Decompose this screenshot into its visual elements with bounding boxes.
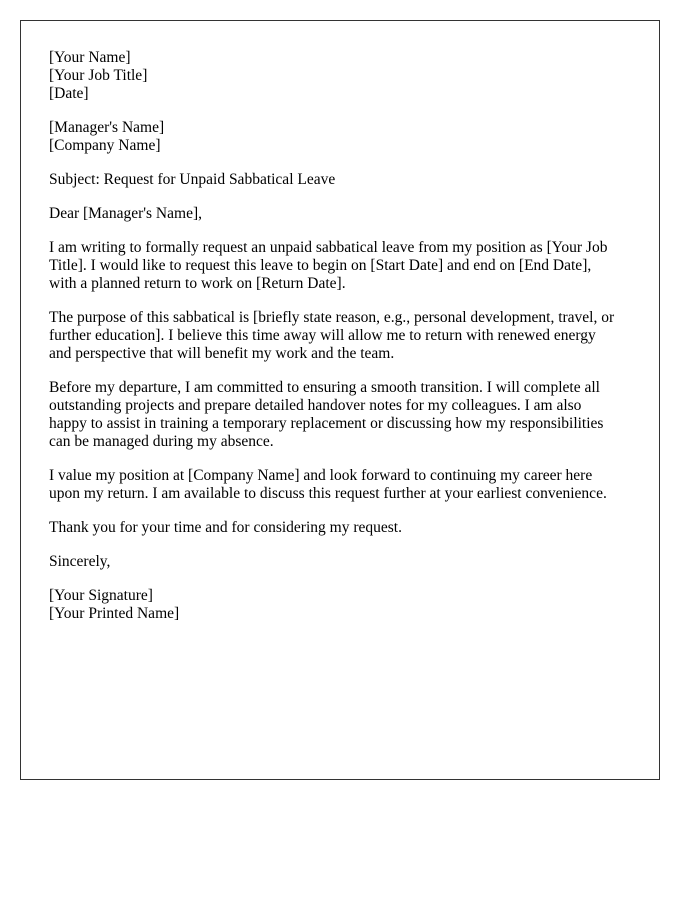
paragraph-thanks	[49, 519, 639, 537]
salutation	[49, 205, 639, 223]
signature-block	[49, 587, 639, 623]
printed-name: [Your Printed Name]	[49, 605, 180, 622]
sender-job-title: [Your Job Title]	[49, 67, 148, 84]
paragraph-line: I am writing to formally request an unpaid sabbatical leave from my position as [Your Job	[49, 239, 608, 256]
paragraph-line: I value my position at [Company Name] and look forward to continuing my career here	[49, 467, 593, 484]
salutation-text: Dear [Manager's Name],	[49, 205, 202, 222]
closing	[49, 553, 639, 571]
paragraph-line: upon my return. I am available to discuss this request further at your earliest convenience.	[49, 485, 607, 502]
paragraph-line: outstanding projects and prepare detailed handover notes for my colleagues. I am also	[49, 397, 582, 414]
paragraph-line: can be managed during my absence.	[49, 433, 274, 450]
paragraph-transition	[49, 379, 639, 451]
signature-line: [Your Signature]	[49, 587, 153, 604]
paragraph-value	[49, 467, 639, 503]
sender-block	[49, 49, 639, 103]
paragraph-line: Before my departure, I am committed to ensuring a smooth transition. I will complete all	[49, 379, 600, 396]
paragraph-purpose	[49, 309, 639, 363]
letter-body	[49, 49, 639, 639]
letter-date: [Date]	[49, 85, 89, 102]
paragraph-line: happy to assist in training a temporary replacement or discussing how my responsibilities	[49, 415, 604, 432]
sender-name: [Your Name]	[49, 49, 131, 66]
letter-page	[20, 20, 660, 780]
subject-line	[49, 171, 639, 189]
paragraph-line: further education]. I believe this time away will allow me to return with renewed energy	[49, 327, 596, 344]
paragraph-line: Thank you for your time and for considering my request.	[49, 519, 402, 536]
subject-text: Subject: Request for Unpaid Sabbatical Leave	[49, 171, 336, 188]
recipient-block	[49, 119, 639, 155]
paragraph-line: Title]. I would like to request this leave to begin on [Start Date] and end on [End Date],	[49, 257, 592, 274]
paragraph-line: with a planned return to work on [Return Date].	[49, 275, 346, 292]
paragraph-request	[49, 239, 639, 293]
paragraph-line: The purpose of this sabbatical is [briefly state reason, e.g., personal development, travel, or	[49, 309, 615, 326]
closing-text: Sincerely,	[49, 553, 111, 570]
recipient-manager-name: [Manager's Name]	[49, 119, 165, 136]
recipient-company-name: [Company Name]	[49, 137, 161, 154]
paragraph-line: and perspective that will benefit my work and the team.	[49, 345, 395, 362]
